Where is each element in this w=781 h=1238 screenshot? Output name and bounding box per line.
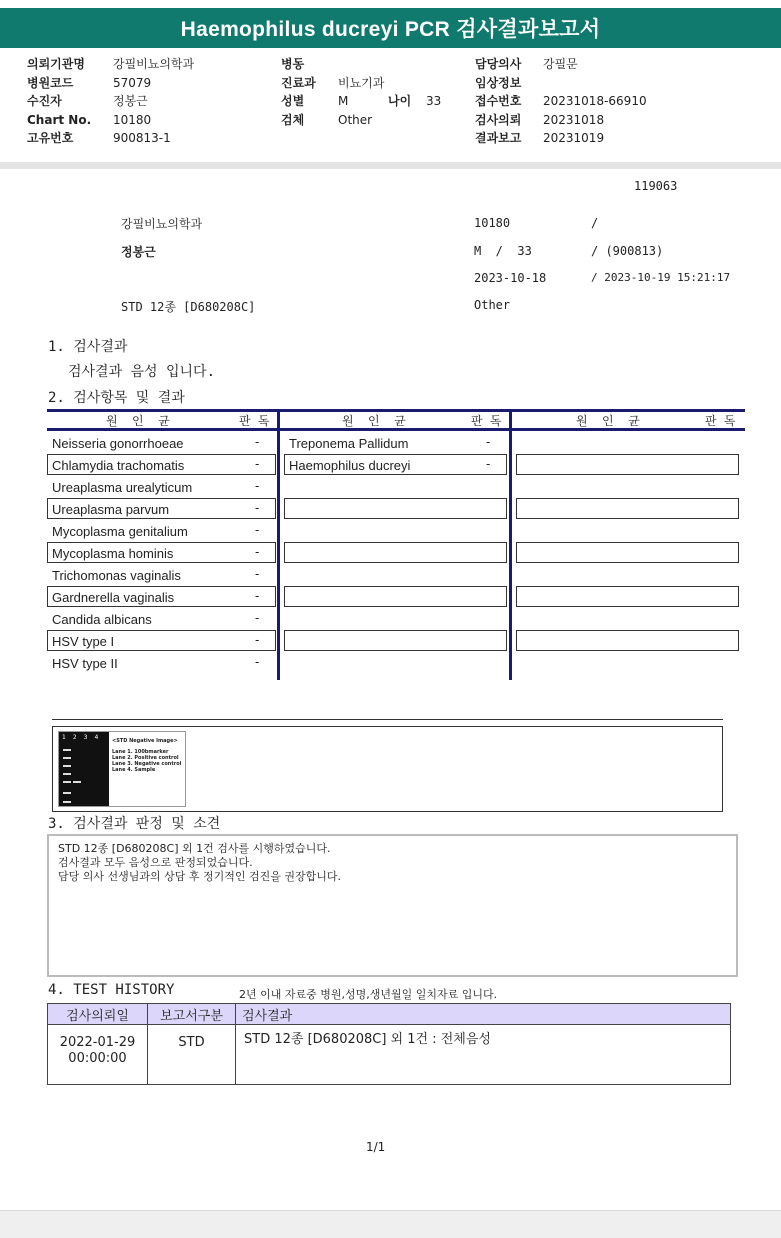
opinion-box bbox=[47, 834, 738, 977]
summary-test-name: STD 12종 [D680208C] bbox=[121, 300, 256, 314]
empty-row-box bbox=[516, 498, 739, 519]
grid-separator-1 bbox=[277, 409, 280, 680]
label-unique-no: 고유번호 bbox=[27, 131, 74, 145]
header-col2 bbox=[281, 55, 441, 129]
pathogen-name: Treponema Pallidum bbox=[289, 436, 409, 451]
value-chart-no: 10180 bbox=[113, 112, 152, 127]
header-divider bbox=[0, 162, 781, 169]
summary-patient: 정봉근 bbox=[121, 245, 156, 259]
history-col-type: 보고서구분 bbox=[148, 1004, 236, 1025]
value-receipt-no: 20231018-66910 bbox=[543, 94, 647, 108]
empty-row-box bbox=[284, 630, 507, 651]
summary-chart-no: 10180 bbox=[474, 216, 511, 230]
col1-header-pathogen: 원 인 균 bbox=[106, 414, 170, 428]
history-result: STD 12종 [D680208C] 외 1건 : 전체음성 bbox=[236, 1025, 731, 1085]
label-sex: 성별 bbox=[281, 94, 305, 108]
pathogen-result: - bbox=[486, 434, 491, 449]
gel-band bbox=[73, 781, 81, 783]
value-patient: 정봉근 bbox=[113, 94, 148, 108]
history-col-result: 검사결과 bbox=[236, 1004, 731, 1025]
label-patient: 수진자 bbox=[27, 94, 62, 108]
image-top-line bbox=[52, 719, 723, 720]
opinion-line: 담당 의사 선생님과의 상담 후 정기적인 검진을 권장합니다. bbox=[58, 870, 341, 883]
pathogen-name: Ureaplasma urealyticum bbox=[52, 480, 193, 495]
summary-hospital: 강필비뇨의학과 bbox=[121, 217, 203, 231]
pathogen-name: HSV type I bbox=[52, 634, 115, 649]
pathogen-name: Neisseria gonorrhoeae bbox=[52, 436, 184, 451]
section1-result: 검사결과 음성 입니다. bbox=[68, 364, 216, 380]
pathogen-name: Ureaplasma parvum bbox=[52, 502, 170, 517]
label-department: 진료과 bbox=[281, 75, 316, 90]
history-col-date: 검사의뢰일 bbox=[48, 1004, 148, 1025]
summary-sex-age: M / 33 bbox=[474, 244, 532, 258]
value-sex: M bbox=[338, 94, 349, 108]
pathogen-name: Trichomonas vaginalis bbox=[52, 568, 181, 583]
empty-row-box bbox=[516, 586, 739, 607]
pathogen-result: - bbox=[255, 500, 260, 515]
empty-row-box bbox=[284, 586, 507, 607]
history-date-cell bbox=[48, 1025, 148, 1085]
label-report-date: 결과보고 bbox=[475, 131, 522, 145]
header-col3 bbox=[475, 55, 647, 148]
pathogen-result: - bbox=[255, 522, 260, 537]
pathogen-name: Chlamydia trachomatis bbox=[52, 458, 185, 473]
summary-request-date: 2023-10-18 bbox=[474, 271, 547, 285]
empty-row-box bbox=[516, 454, 739, 475]
summary-specimen: Other bbox=[474, 298, 511, 312]
gel-band bbox=[63, 792, 71, 794]
pathogen-result: - bbox=[255, 434, 260, 449]
label-ward: 병동 bbox=[281, 57, 305, 71]
pathogen-name: Mycoplasma genitalium bbox=[52, 524, 188, 539]
pathogen-result: - bbox=[255, 654, 260, 669]
label-hospital-code: 병원코드 bbox=[27, 75, 74, 90]
pathogen-result: - bbox=[255, 610, 260, 625]
history-table bbox=[47, 1003, 731, 1085]
pathogen-result: - bbox=[255, 566, 260, 581]
label-specimen: 검체 bbox=[281, 112, 305, 127]
value-age: 33 bbox=[426, 94, 442, 108]
col3-header-pathogen: 원 인 균 bbox=[576, 414, 640, 428]
pathogen-result: - bbox=[255, 632, 260, 647]
col2-header-pathogen: 원 인 균 bbox=[342, 414, 406, 428]
gel-band bbox=[63, 765, 71, 767]
value-specimen: Other bbox=[338, 112, 373, 127]
pathogen-name: HSV type II bbox=[52, 656, 118, 671]
label-hospital: 의뢰기관명 bbox=[27, 57, 85, 71]
label-age: 나이 bbox=[388, 94, 412, 108]
empty-row-box bbox=[516, 542, 739, 563]
col3-header-result: 판 독 bbox=[705, 414, 736, 428]
history-header-row bbox=[48, 1004, 731, 1025]
gel-band bbox=[63, 773, 71, 775]
summary-report-datetime: / 2023-10-19 15:21:17 bbox=[591, 271, 731, 284]
value-hospital: 강필비뇨의학과 bbox=[113, 57, 195, 71]
gel-band bbox=[63, 801, 71, 803]
section3-heading: 3. 검사결과 판정 및 소견 bbox=[48, 816, 221, 832]
empty-row-box bbox=[516, 630, 739, 651]
label-receipt-no: 접수번호 bbox=[475, 94, 522, 108]
gel-image bbox=[58, 731, 186, 807]
value-doctor: 강필문 bbox=[543, 57, 578, 71]
value-unique-no: 900813-1 bbox=[113, 131, 171, 145]
opinion-line: 검사결과 모두 음성으로 판정되었습니다. bbox=[58, 856, 253, 869]
history-type: STD bbox=[148, 1025, 236, 1085]
value-hospital-code: 57079 bbox=[113, 75, 152, 90]
pathogen-result: - bbox=[255, 544, 260, 559]
table-row bbox=[48, 1025, 731, 1085]
pathogen-name: Gardnerella vaginalis bbox=[52, 590, 175, 605]
history-time: 00:00:00 bbox=[68, 1051, 127, 1066]
gel-image-box bbox=[52, 726, 723, 812]
pathogen-name: Mycoplasma hominis bbox=[52, 546, 174, 561]
pathogen-result: - bbox=[255, 588, 260, 603]
label-clinical-info: 임상정보 bbox=[475, 75, 522, 90]
empty-row-box bbox=[284, 542, 507, 563]
report-number: 119063 bbox=[634, 179, 678, 193]
gel-band bbox=[63, 781, 71, 783]
value-report-date: 20231019 bbox=[543, 131, 605, 145]
label-doctor: 담당의사 bbox=[475, 57, 522, 71]
col2-header-result: 판 독 bbox=[471, 414, 502, 428]
empty-row-box bbox=[284, 498, 507, 519]
pathogen-result: - bbox=[255, 456, 260, 471]
pathogen-name: Haemophilus ducreyi bbox=[289, 458, 411, 473]
section4-heading: 4. TEST HISTORY bbox=[48, 982, 175, 998]
label-chart-no: Chart No. bbox=[27, 112, 92, 127]
gel-band bbox=[63, 757, 71, 759]
pathogen-result: - bbox=[255, 478, 260, 493]
grid-separator-2 bbox=[509, 409, 512, 680]
gel-lane-labels: 1 2 3 4 bbox=[62, 734, 99, 741]
header-col1 bbox=[27, 55, 194, 148]
label-request-date: 검사의뢰 bbox=[475, 112, 522, 127]
col1-header-result: 판 독 bbox=[239, 414, 270, 428]
summary-slash: / bbox=[591, 216, 599, 230]
gel-dark-panel bbox=[59, 732, 109, 806]
section1-heading: 1. 검사결과 bbox=[48, 339, 128, 355]
gel-band bbox=[63, 749, 71, 751]
pathogen-result: - bbox=[486, 456, 491, 471]
gel-legend: <STD Negative Image> Lane 1. 100bmarker Lane 2. Positive control Lane 3. Negative control Lane 4. Sample bbox=[112, 738, 182, 773]
value-request-date: 20231018 bbox=[543, 112, 605, 127]
section2-heading: 2. 검사항목 및 결과 bbox=[48, 390, 185, 406]
opinion-line: STD 12종 [D680208C] 외 1건 검사를 시행하였습니다. bbox=[58, 842, 331, 855]
report-title: Haemophilus ducreyi PCR 검사결과보고서 bbox=[0, 8, 781, 48]
pathogen-name: Candida albicans bbox=[52, 612, 152, 627]
history-date: 2022-01-29 bbox=[59, 1035, 136, 1050]
history-note: 2년 이내 자료중 병원,성명,생년월일 일치자료 입니다. bbox=[239, 988, 498, 1001]
footer-bar bbox=[0, 1210, 781, 1238]
summary-id-short: / (900813) bbox=[591, 244, 664, 258]
value-department: 비뇨기과 bbox=[338, 75, 385, 90]
page-number: 1/1 bbox=[366, 1140, 386, 1154]
